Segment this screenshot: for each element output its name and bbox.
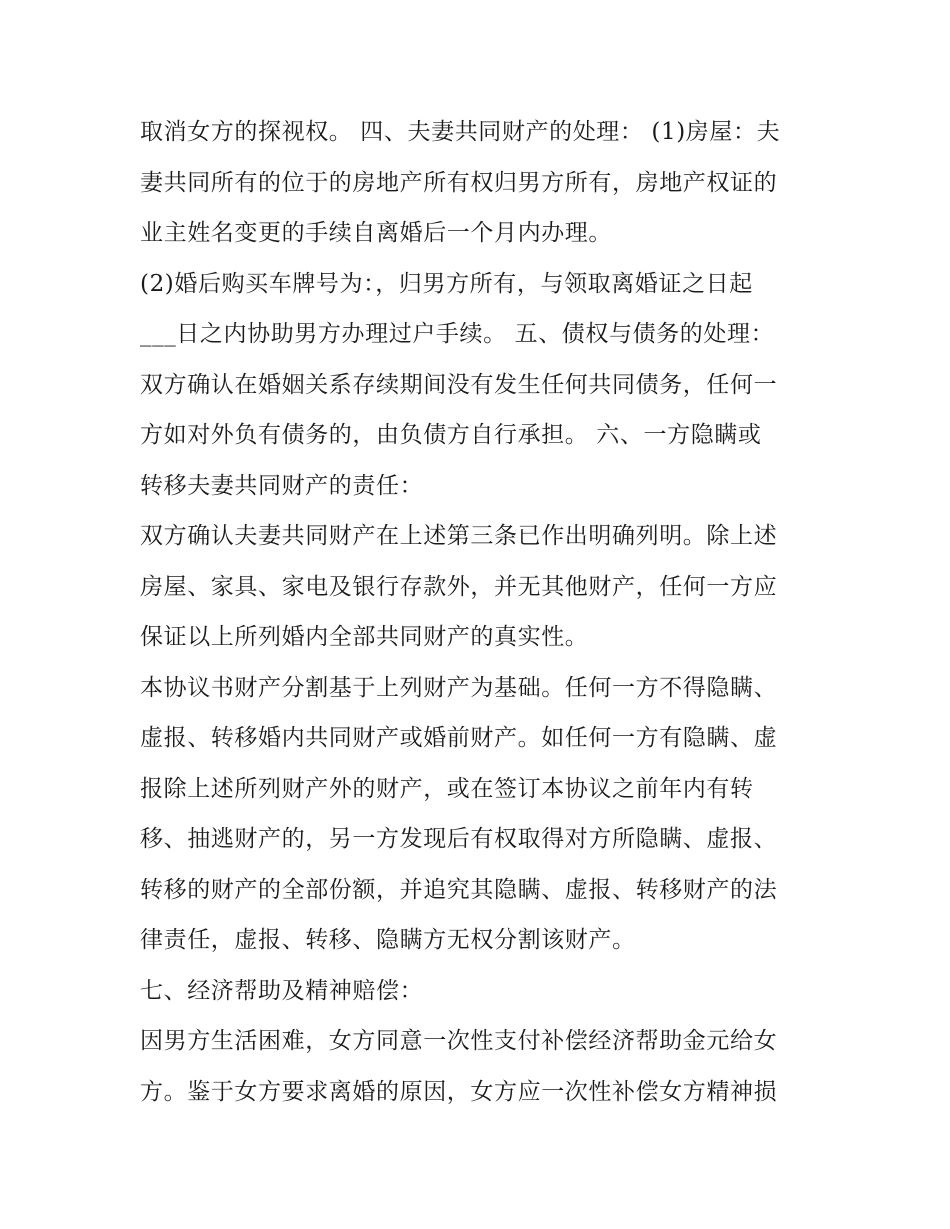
text-line: 转移夫妻共同财产的责任： — [140, 472, 424, 499]
text-line: 律责任，虚报、转移、隐瞒方无权分割该财产。 — [140, 927, 636, 953]
text-line: 方。鉴于女方要求离婚的原因，女方应一次性补偿女方精神损 — [140, 1078, 778, 1105]
text-line: 双方确认在婚姻关系存续期间没有发生任何共同债务，任何一 — [140, 371, 778, 398]
document-body — [140, 107, 820, 1117]
text-line: 保证以上所列婚内全部共同财产的真实性。 — [140, 624, 589, 650]
text-line: 房屋、家具、家电及银行存款外，并无其他财产，任何一方应 — [140, 573, 778, 600]
text-line: 报除上述所列财产外的财产，或在签订本协议之前年内有转 — [140, 775, 754, 802]
text-line: 业主姓名变更的手续自离婚后一个月内办理。 — [140, 220, 612, 246]
text-line: 方如对外负有债务的，由负债方自行承担。 六、一方隐瞒或 — [140, 422, 762, 448]
text-line: 虚报、转移婚内共同财产或婚前财产。如任何一方有隐瞒、虚 — [140, 725, 778, 751]
text-line: 七、经济帮助及精神赔偿： — [140, 977, 424, 1004]
text-line: 本协议书财产分割基于上列财产为基础。任何一方不得隐瞒、 — [140, 674, 778, 701]
text-line: 因男方生活困难，女方同意一次性支付补偿经济帮助金元给女 — [140, 1028, 778, 1054]
text-line: 移、抽逃财产的，另一方发现后有权取得对方所隐瞒、虚报、 — [140, 826, 778, 852]
text-line: 双方确认夫妻共同财产在上述第三条已作出明确列明。除上述 — [140, 523, 778, 549]
text-line: 转移的财产的全部份额，并追究其隐瞒、虚报、转移财产的法 — [140, 876, 778, 903]
text-line: 取消女方的探视权。 四、夫妻共同财产的处理： (1)房屋：夫 — [140, 119, 781, 145]
text-line: (2)婚后购买车牌号为：，归男方所有，与领取离婚证之日起 — [140, 270, 753, 297]
text-line: ___日之内协助男方办理过户手续。 五、债权与债务的处理： — [140, 321, 775, 347]
text-line: 妻共同所有的位于的房地产所有权归男方所有，房地产权证的 — [140, 169, 778, 196]
